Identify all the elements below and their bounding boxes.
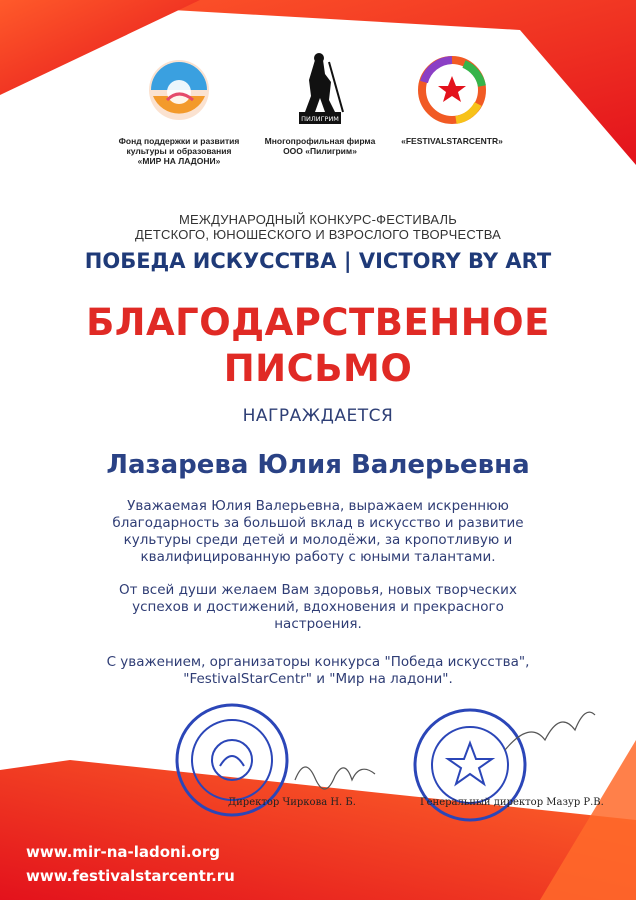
left-logo-caption-1: Фонд поддержки и развития	[118, 136, 240, 146]
logo-piligrim	[250, 52, 390, 156]
recipient-name: Лазарева Юлия Валерьевна	[106, 450, 530, 480]
title-line-2: ПИСЬМО	[223, 347, 413, 390]
paragraph-line: благодарность за большой вклад в искусство и развитие	[112, 515, 524, 531]
website-link-2[interactable]: www.festivalstarcentr.ru	[26, 867, 235, 885]
left-logo-caption-2: культуры и образования	[126, 146, 232, 156]
gratitude-paragraph	[0, 498, 636, 566]
subtitle-line-1: МЕЖДУНАРОДНЫЙ КОНКУРС-ФЕСТИВАЛЬ	[178, 212, 458, 227]
piligrim-emblem	[285, 52, 355, 128]
paragraph-line: С уважением, организаторы конкурса "Победа искусства",	[106, 654, 530, 670]
subtitle-line-2: ДЕТСКОГО, ЮНОШЕСКОГО И ВЗРОСЛОГО ТВОРЧЕСТВА	[134, 227, 502, 242]
regards-paragraph	[0, 654, 636, 688]
left-signature-label: Директор Чиркова Н. Б.	[228, 797, 356, 808]
logo-festivalstarcentr	[382, 52, 522, 146]
mir-na-ladoni-emblem	[139, 52, 219, 128]
contest-name: ПОБЕДА ИСКУССТВА | VICTORY BY ART	[84, 249, 552, 273]
festivalstarcentr-emblem	[412, 52, 492, 128]
paragraph-line: От всей души желаем Вам здоровья, новых творческих	[119, 582, 517, 598]
paragraph-line: "FestivalStarCentr" и "Мир на ладони".	[183, 671, 453, 687]
awarded-label: НАГРАЖДАЕТСЯ	[242, 406, 394, 426]
logo-mir-na-ladoni	[104, 52, 254, 166]
center-logo-caption-1: Многопрофильная фирма	[264, 136, 376, 146]
website-link-1[interactable]: www.mir-na-ladoni.org	[26, 843, 220, 861]
paragraph-line: Уважаемая Юлия Валерьевна, выражаем искреннюю	[127, 498, 509, 514]
paragraph-line: успехов и достижений, вдохновения и прекрасного	[132, 599, 504, 615]
festival-subtitle	[0, 212, 636, 242]
document-title	[0, 300, 636, 392]
paragraph-line: культуры среди детей и молодёжи, за кропотливую и	[123, 532, 513, 548]
svg-text:ПИЛИГРИМ: ПИЛИГРИМ	[301, 115, 339, 123]
paragraph-line: квалифицированную работу с юными талантами.	[140, 549, 496, 565]
right-signature-scribble	[500, 700, 600, 760]
paragraph-line: настроения.	[274, 616, 362, 632]
logos-row	[0, 52, 636, 182]
center-logo-caption-2: ООО «Пилигрим»	[283, 146, 357, 156]
right-signature-label: Генеральный директор Мазур Р.В.	[420, 797, 604, 808]
left-logo-caption-3: «МИР НА ЛАДОНИ»	[137, 156, 221, 166]
right-logo-caption: «FESTIVALSTARCENTR»	[401, 136, 503, 146]
left-signature-scribble	[290, 750, 380, 790]
title-line-1: БЛАГОДАРСТВЕННОЕ	[86, 301, 550, 344]
wishes-paragraph	[0, 582, 636, 633]
